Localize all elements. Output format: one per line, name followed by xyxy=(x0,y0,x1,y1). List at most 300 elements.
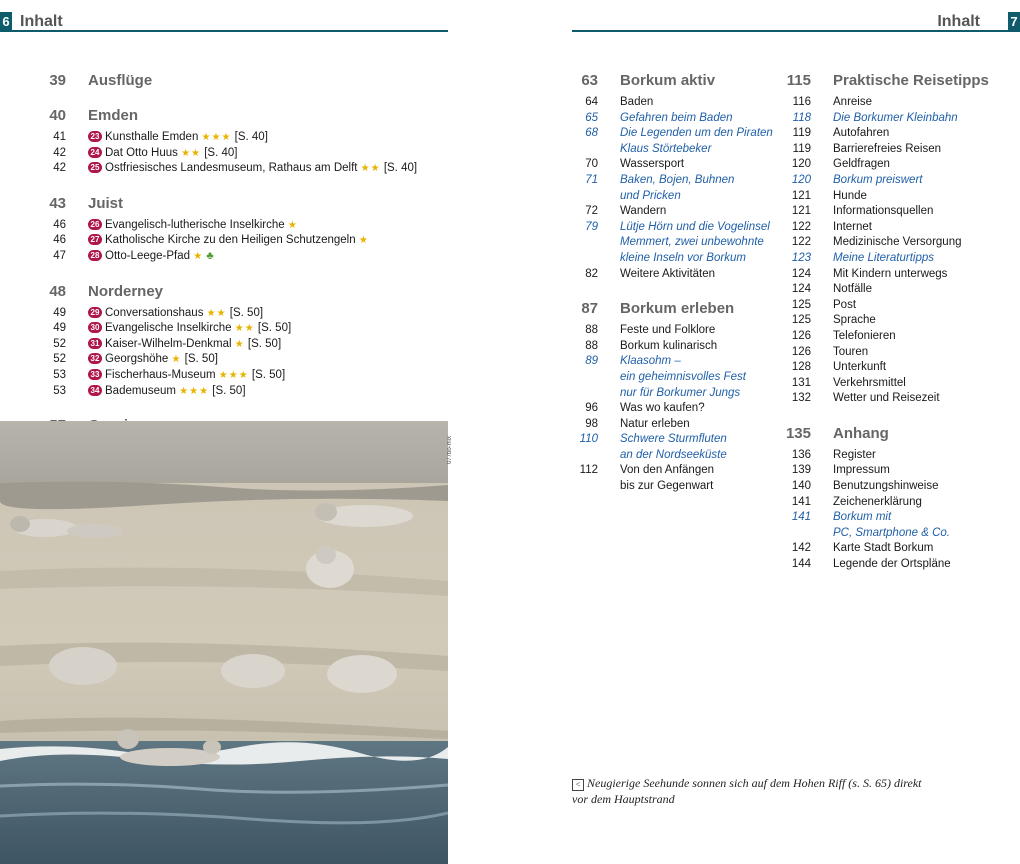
section-page-number: 48 xyxy=(49,282,66,300)
toc-entry xyxy=(785,220,1005,236)
toc-left-column xyxy=(40,72,430,440)
entry-text-wrap xyxy=(833,111,1005,127)
entry-page-number: 89 xyxy=(585,355,598,368)
entry-title: Was wo kaufen? xyxy=(620,402,705,415)
entry-page-number: 53 xyxy=(53,384,66,397)
entry-page-number: 131 xyxy=(791,376,811,389)
sight-number-badge: 27 xyxy=(88,234,102,245)
toc-entry xyxy=(572,323,777,339)
toc-entry xyxy=(572,463,777,479)
toc-entry xyxy=(572,267,777,283)
toc-entry xyxy=(40,384,430,400)
entry-title: Informationsquellen xyxy=(833,205,934,218)
section-heading xyxy=(40,107,430,124)
sight-number-badge: 31 xyxy=(88,338,102,349)
entry-text-wrap xyxy=(88,352,430,368)
entry-page-number: 46 xyxy=(53,218,66,231)
entry-title: Bademuseum xyxy=(105,384,176,397)
toc-entry xyxy=(572,95,777,111)
entry-text-wrap xyxy=(620,157,777,173)
entry-page-number: 47 xyxy=(53,249,66,262)
entry-text-wrap xyxy=(620,267,777,283)
entry-text-wrap xyxy=(620,111,777,127)
entry-title: Barrierefreies Reisen xyxy=(833,142,942,155)
star-rating-icon: ★★★ xyxy=(179,385,210,397)
toc-entry xyxy=(785,235,1005,251)
entry-title: Anreise xyxy=(833,96,872,108)
star-rating-icon: ★★★ xyxy=(218,369,249,381)
entry-text-wrap xyxy=(620,417,777,433)
toc-entry xyxy=(572,235,777,251)
entry-page-number: 119 xyxy=(792,127,811,140)
entry-text-wrap xyxy=(620,370,777,386)
entry-text-wrap xyxy=(833,282,1005,298)
entry-title: Die Legenden um den Piraten xyxy=(620,127,773,140)
entry-title: Benutzungshinweise xyxy=(833,480,939,493)
star-rating-icon: ★★★ xyxy=(201,132,232,143)
toc-entry xyxy=(785,376,1005,392)
entry-title: Gefahren beim Baden xyxy=(620,111,733,124)
entry-title: Lütje Hörn und die Vogelinsel xyxy=(620,220,770,233)
entry-page-number: 141 xyxy=(791,511,811,524)
entry-text-wrap xyxy=(833,510,1005,526)
entry-title: Touren xyxy=(833,345,869,358)
entry-page-number: 121 xyxy=(791,205,811,218)
entry-text-wrap xyxy=(833,541,1005,557)
toc-entry xyxy=(785,557,1005,573)
entry-text-wrap xyxy=(833,557,1005,573)
entry-title: Die Borkumer Kleinbahn xyxy=(833,111,958,124)
section-title: Ausflüge xyxy=(88,72,153,89)
entry-page-number xyxy=(572,189,598,205)
entry-text-wrap xyxy=(833,189,1005,205)
entry-text-wrap xyxy=(833,479,1005,495)
toc-entry xyxy=(572,220,777,236)
toc-entry xyxy=(785,251,1005,267)
entry-text-wrap xyxy=(620,251,777,267)
entry-text-wrap xyxy=(88,130,430,146)
entry-title: Medizinische Versorgung xyxy=(833,236,962,249)
entry-text-wrap xyxy=(833,391,1005,407)
entry-title: Wassersport xyxy=(620,158,685,171)
entry-text-wrap xyxy=(833,448,1005,464)
entry-title: Sprache xyxy=(833,314,876,327)
toc-entry xyxy=(785,329,1005,345)
entry-page-number: 128 xyxy=(791,361,811,374)
toc-entry xyxy=(785,479,1005,495)
star-rating-icon: ★★ xyxy=(206,307,227,319)
toc-entry xyxy=(785,189,1005,205)
toc-entry xyxy=(40,161,430,177)
entry-page-number: 42 xyxy=(53,146,66,159)
entry-page-number: 49 xyxy=(53,322,66,335)
entry-page-number: 140 xyxy=(791,480,811,493)
toc-entry xyxy=(572,417,777,433)
entry-text-wrap xyxy=(833,142,1005,158)
entry-page-number: 120 xyxy=(791,173,811,186)
photo-caption xyxy=(572,775,932,807)
map-reference: [S. 40] xyxy=(234,131,268,143)
sight-number-badge: 29 xyxy=(88,307,102,318)
entry-text-wrap xyxy=(88,321,430,337)
section-page-number: 115 xyxy=(786,72,811,89)
entry-page-number: 53 xyxy=(53,368,66,381)
toc-entry xyxy=(572,448,777,464)
toc-entry xyxy=(785,142,1005,158)
entry-page-number: 123 xyxy=(791,251,811,264)
section-heading xyxy=(40,195,430,212)
section-page-number: 43 xyxy=(49,194,66,212)
toc-entry xyxy=(40,218,430,234)
entry-text-wrap xyxy=(88,161,430,177)
toc-entry xyxy=(572,354,777,370)
entry-title: Von den Anfängen xyxy=(620,464,715,477)
toc-middle-column xyxy=(572,72,777,495)
entry-title: Meine Literaturtipps xyxy=(833,251,934,264)
camera-icon: < xyxy=(572,779,584,791)
sight-number-badge: 34 xyxy=(88,385,102,396)
entry-title: kleine Inseln vor Borkum xyxy=(620,251,746,264)
toc-entry xyxy=(40,321,430,337)
toc-entry xyxy=(785,360,1005,376)
entry-title: Telefonieren xyxy=(833,329,896,342)
entry-text-wrap xyxy=(620,220,777,236)
caption-text: Neugierige Seehunde sonnen sich auf dem Hohen Riff (s. S. 65) direkt vor dem Hauptstrand xyxy=(572,776,922,806)
entry-page-number: 116 xyxy=(792,96,811,108)
entry-page-number: 118 xyxy=(792,111,811,124)
entry-page-number: 144 xyxy=(791,558,811,571)
sight-number-badge: 32 xyxy=(88,353,102,364)
toc-entry xyxy=(785,298,1005,314)
entry-page-number: 132 xyxy=(791,392,811,405)
nature-clover-icon: ♣ xyxy=(206,249,214,262)
toc-right-column xyxy=(785,72,1005,573)
map-reference: [S. 50] xyxy=(184,353,218,366)
toc-entry xyxy=(785,267,1005,283)
entry-page-number: 88 xyxy=(585,324,598,337)
entry-page-number: 98 xyxy=(585,417,598,430)
entry-title: Post xyxy=(833,298,857,311)
toc-entry xyxy=(572,339,777,355)
toc-entry xyxy=(785,204,1005,220)
photo-credit: 077bo-mix xyxy=(447,435,453,464)
entry-title: Dat Otto Huus xyxy=(105,146,178,159)
entry-page-number: 120 xyxy=(791,158,811,171)
entry-page-number xyxy=(572,370,598,386)
entry-text-wrap xyxy=(88,368,430,384)
toc-entry xyxy=(785,345,1005,361)
entry-page-number xyxy=(572,479,598,495)
toc-entry xyxy=(785,126,1005,142)
entry-text-wrap xyxy=(833,526,1005,542)
entry-text-wrap xyxy=(833,173,1005,189)
entry-title: Mit Kindern unterwegs xyxy=(833,267,948,280)
toc-entry xyxy=(785,526,1005,542)
sight-number-badge: 33 xyxy=(88,369,102,380)
left-header-title: Inhalt xyxy=(20,13,63,30)
section-title: Norderney xyxy=(88,282,164,300)
star-rating-icon: ★ xyxy=(193,250,204,262)
toc-entry xyxy=(40,337,430,353)
toc-entry xyxy=(785,510,1005,526)
entry-text-wrap xyxy=(833,495,1005,511)
entry-title: Evangelische Inselkirche xyxy=(105,322,232,335)
section-page-number: 40 xyxy=(49,107,66,124)
entry-text-wrap xyxy=(88,218,430,234)
entry-title: Weitere Aktivitäten xyxy=(620,267,716,280)
toc-entry xyxy=(572,401,777,417)
entry-page-number: 52 xyxy=(53,337,66,350)
entry-title: Register xyxy=(833,448,876,461)
toc-entry xyxy=(40,146,430,162)
map-reference: [S. 50] xyxy=(229,306,264,319)
star-rating-icon: ★★ xyxy=(234,323,255,335)
entry-title: Klaus Störtebeker xyxy=(620,142,712,155)
toc-entry xyxy=(572,173,777,189)
entry-title: Borkum preiswert xyxy=(833,173,923,186)
star-rating-icon: ★★ xyxy=(181,147,202,159)
right-page-number: 7 xyxy=(1008,12,1020,32)
entry-page-number: 82 xyxy=(585,267,598,280)
entry-text-wrap xyxy=(88,233,430,249)
entry-text-wrap xyxy=(88,337,430,353)
entry-title: bis zur Gegenwart xyxy=(620,480,714,493)
entry-page-number: 65 xyxy=(585,111,598,124)
entry-title: Georgshöhe xyxy=(105,353,169,366)
entry-page-number: 71 xyxy=(585,173,598,186)
entry-text-wrap xyxy=(833,204,1005,220)
entry-text-wrap xyxy=(88,384,430,400)
map-reference: [S. 40] xyxy=(204,146,238,159)
entry-text-wrap xyxy=(620,339,777,355)
entry-page-number: 136 xyxy=(791,448,811,461)
entry-title: Fischerhaus-Museum xyxy=(105,368,216,381)
entry-title: Wandern xyxy=(620,205,667,218)
entry-title: Borkum mit xyxy=(833,511,892,524)
entry-text-wrap xyxy=(833,220,1005,236)
entry-page-number: 52 xyxy=(53,353,66,366)
entry-title: Notfälle xyxy=(833,283,872,296)
entry-text-wrap xyxy=(620,173,777,189)
entry-title: Kunsthalle Emden xyxy=(105,131,199,143)
entry-page-number: 142 xyxy=(791,542,811,555)
section-title: Anhang xyxy=(833,424,889,442)
entry-title: Impressum xyxy=(833,464,890,477)
entry-page-number: 41 xyxy=(53,131,66,143)
entry-text-wrap xyxy=(620,386,777,402)
toc-entry xyxy=(40,306,430,322)
entry-page-number: 126 xyxy=(791,329,811,342)
toc-entry xyxy=(785,463,1005,479)
entry-page-number: 124 xyxy=(791,267,811,280)
toc-entry xyxy=(572,189,777,205)
left-page-number: 6 xyxy=(0,12,13,32)
star-rating-icon: ★ xyxy=(234,338,245,350)
toc-entry xyxy=(572,204,777,220)
toc-entry xyxy=(785,495,1005,511)
entry-title: Internet xyxy=(833,220,872,233)
right-header-rule xyxy=(572,30,1020,32)
entry-text-wrap xyxy=(620,235,777,251)
sight-number-badge: 24 xyxy=(88,147,102,158)
toc-entry xyxy=(572,251,777,267)
entry-text-wrap xyxy=(620,432,777,448)
entry-title: Unterkunft xyxy=(833,361,887,374)
sight-number-badge: 26 xyxy=(88,219,102,230)
entry-text-wrap xyxy=(620,95,777,111)
entry-title: Verkehrsmittel xyxy=(833,376,906,389)
toc-entry xyxy=(40,368,430,384)
star-rating-icon: ★ xyxy=(358,235,369,247)
section-heading xyxy=(40,72,430,89)
entry-text-wrap xyxy=(833,126,1005,142)
entry-page-number: 42 xyxy=(53,162,66,175)
map-reference: [S. 50] xyxy=(212,384,246,397)
entry-page-number xyxy=(572,386,598,402)
entry-page-number: 112 xyxy=(579,464,598,477)
entry-title: Otto-Leege-Pfad xyxy=(105,249,191,262)
toc-entry xyxy=(572,126,777,142)
entry-title: an der Nordseeküste xyxy=(620,448,727,461)
entry-title: Wetter und Reisezeit xyxy=(833,392,940,405)
entry-title: Katholische Kirche zu den Heiligen Schutzengeln xyxy=(105,234,356,247)
entry-text-wrap xyxy=(833,313,1005,329)
entry-page-number: 141 xyxy=(791,495,811,508)
toc-entry xyxy=(785,111,1005,127)
entry-page-number: 119 xyxy=(792,142,811,155)
map-reference: [S. 50] xyxy=(257,322,292,335)
toc-entry xyxy=(572,370,777,386)
entry-title: Evangelisch-lutherische Inselkirche xyxy=(105,218,285,231)
entry-text-wrap xyxy=(833,95,1005,111)
entry-page-number: 126 xyxy=(791,345,811,358)
entry-title: Memmert, zwei unbewohnte xyxy=(620,236,764,249)
toc-entry xyxy=(785,95,1005,111)
star-rating-icon: ★ xyxy=(287,219,298,231)
section-title: Emden xyxy=(88,107,139,124)
entry-title: Karte Stadt Borkum xyxy=(833,542,934,555)
entry-title: Legende der Ortspläne xyxy=(833,558,951,571)
star-rating-icon: ★★ xyxy=(360,163,381,175)
entry-title: Ostfriesisches Landesmuseum, Rathaus am Delft xyxy=(105,162,358,175)
section-title: Praktische Reisetipps xyxy=(833,72,989,89)
entry-text-wrap xyxy=(88,146,430,162)
entry-page-number: 121 xyxy=(791,189,811,202)
entry-page-number: 96 xyxy=(585,402,598,415)
sight-number-badge: 25 xyxy=(88,162,102,173)
entry-page-number: 125 xyxy=(791,314,811,327)
entry-text-wrap xyxy=(620,354,777,370)
entry-title: Kaiser-Wilhelm-Denkmal xyxy=(105,337,232,350)
entry-page-number xyxy=(572,448,598,464)
section-heading xyxy=(572,72,777,89)
sight-number-badge: 28 xyxy=(88,250,102,261)
entry-text-wrap xyxy=(833,463,1005,479)
entry-text-wrap xyxy=(620,204,777,220)
entry-title: Baken, Bojen, Buhnen xyxy=(620,173,735,186)
entry-page-number: 49 xyxy=(53,306,66,319)
star-rating-icon: ★ xyxy=(171,354,182,366)
entry-title: Klaasohm – xyxy=(620,355,681,368)
section-title: Borkum erleben xyxy=(620,300,735,318)
section-title: Juist xyxy=(88,194,124,212)
entry-title: Natur erleben xyxy=(620,417,690,430)
entry-title: Autofahren xyxy=(833,127,890,140)
entry-title: und Pricken xyxy=(620,189,681,202)
toc-entry xyxy=(785,157,1005,173)
map-reference: [S. 50] xyxy=(251,368,286,381)
entry-title: PC, Smartphone & Co. xyxy=(833,526,950,539)
seals-photo xyxy=(0,421,448,864)
toc-entry xyxy=(572,386,777,402)
entry-text-wrap xyxy=(833,376,1005,392)
entry-title: ein geheimnisvolles Fest xyxy=(620,370,746,383)
toc-entry xyxy=(40,249,430,265)
entry-page-number: 122 xyxy=(791,220,811,233)
entry-text-wrap xyxy=(88,306,430,322)
sight-number-badge: 30 xyxy=(88,322,102,333)
entry-page-number: 46 xyxy=(53,234,66,247)
entry-page-number: 68 xyxy=(585,127,598,140)
entry-page-number: 70 xyxy=(585,158,598,171)
toc-entry xyxy=(785,173,1005,189)
entry-page-number: 110 xyxy=(579,433,598,446)
entry-text-wrap xyxy=(833,345,1005,361)
toc-entry xyxy=(572,142,777,158)
toc-entry xyxy=(572,432,777,448)
entry-page-number: 125 xyxy=(791,298,811,311)
section-heading xyxy=(572,300,777,317)
entry-text-wrap xyxy=(833,157,1005,173)
entry-title: Conversationshaus xyxy=(105,306,204,319)
entry-text-wrap xyxy=(833,298,1005,314)
toc-entry xyxy=(572,111,777,127)
entry-page-number: 139 xyxy=(791,464,811,477)
entry-page-number: 72 xyxy=(585,205,598,218)
sight-number-badge: 23 xyxy=(88,131,102,142)
section-page-number: 135 xyxy=(785,424,811,442)
toc-entry xyxy=(572,157,777,173)
entry-page-number: 88 xyxy=(585,339,598,352)
entry-title: Geldfragen xyxy=(833,158,890,171)
section-heading xyxy=(785,72,1005,89)
entry-text-wrap xyxy=(833,235,1005,251)
toc-entry xyxy=(40,130,430,146)
entry-text-wrap xyxy=(620,189,777,205)
section-page-number: 39 xyxy=(49,72,66,89)
entry-title: Feste und Folklore xyxy=(620,324,716,337)
toc-entry xyxy=(40,233,430,249)
left-header-rule xyxy=(0,30,448,32)
entry-text-wrap xyxy=(833,360,1005,376)
entry-text-wrap xyxy=(620,463,777,479)
entry-page-number: 122 xyxy=(791,236,811,249)
entry-title: Hunde xyxy=(833,189,867,202)
section-page-number: 87 xyxy=(581,300,598,318)
entry-text-wrap xyxy=(620,126,777,142)
entry-page-number xyxy=(572,235,598,251)
toc-entry xyxy=(785,282,1005,298)
section-heading xyxy=(40,283,430,300)
entry-text-wrap xyxy=(833,251,1005,267)
map-reference: [S. 50] xyxy=(247,337,282,350)
toc-entry xyxy=(785,541,1005,557)
entry-title: Zeichenerklärung xyxy=(833,495,922,508)
toc-entry xyxy=(572,479,777,495)
toc-entry xyxy=(785,448,1005,464)
entry-text-wrap xyxy=(620,142,777,158)
map-reference: [S. 40] xyxy=(383,162,418,175)
